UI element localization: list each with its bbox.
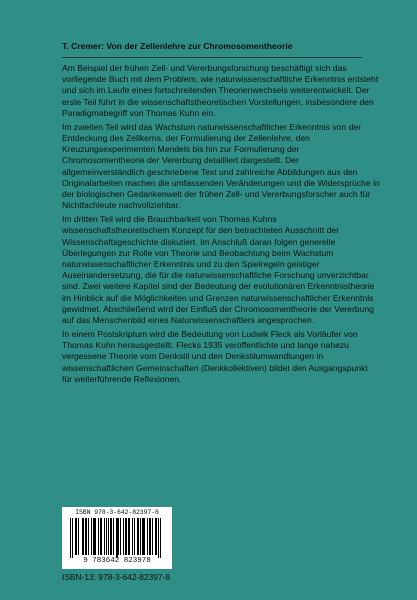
- barcode-digits: 9 783642 823978: [83, 557, 151, 565]
- barcode-bar: [111, 518, 112, 555]
- barcode-bar: [120, 518, 121, 555]
- barcode-bar: [128, 518, 129, 555]
- barcode-bar: [72, 518, 73, 558]
- barcode-bar: [158, 518, 159, 558]
- barcode-bar: [147, 518, 148, 555]
- isbn-13-label: ISBN-13: 978-3-642-82397-8: [62, 572, 171, 582]
- barcode-bar: [150, 518, 151, 555]
- barcode-bar: [116, 518, 117, 558]
- barcode-bar: [108, 518, 109, 555]
- barcode-bar: [138, 518, 139, 555]
- barcode-bar: [110, 518, 111, 555]
- barcode-bar: [144, 518, 145, 555]
- barcode-bar: [82, 518, 83, 555]
- barcode-bar: [123, 518, 124, 555]
- barcode-bar: [134, 518, 135, 555]
- blurb-paragraph-2: Im zweiten Teil wird das Wachstum naturwissenschaftlicher Erkenntnis von der Entdeckung des Zellkerns, der Formulierung der Zellenlehre, den Kreuzungsexperimenten Mendels bis hin zur Formulierung der Chromosomentheorie der Vererbung detailliert dargestellt. Der allgemeinverständlich geschriebene Text und zahlreiche Abbildungen aus den Originalarbeiten machen die umfassenden Veränderungen und die Widersprüche in der biologischen Gedankenwelt der frühen Zell- und Vererbungsforscher auch für Nichtfachleute nachvollziehbar.: [62, 121, 380, 211]
- barcode-bar: [88, 518, 89, 555]
- barcode-bar: [85, 518, 86, 555]
- barcode-bar: [143, 518, 144, 555]
- barcode-bar: [155, 518, 156, 555]
- barcode-bar: [129, 518, 130, 555]
- blurb-paragraph-1: Am Beispiel der frühen Zell- und Vererbungsforschung beschäftigt sich das vorliegende Buch mit dem Problem, wie naturwissenschaftliche Erkenntnis entsteht und sich im Laufe eines fortschreitenden Theorienwechsels weiterentwickelt. Der erste Teil führt in die wissenschaftstheoretischen Vorstellungen, insbesondere den Paradigmabegriff von Thomas Kuhn ein.: [62, 63, 379, 118]
- barcode-bar: [83, 518, 84, 555]
- barcode-bar: [76, 518, 77, 555]
- barcode-bar: [101, 518, 102, 555]
- barcode-bar: [149, 518, 150, 555]
- barcode-bar: [94, 518, 95, 555]
- barcode-bar: [93, 518, 94, 555]
- book-title: T. Cremer: Von der Zellenlehre zur Chromosomentheorie: [62, 41, 293, 51]
- title-divider: [62, 57, 362, 58]
- barcode: [62, 507, 172, 569]
- barcode-bar: [160, 518, 161, 558]
- barcode-bar: [98, 518, 99, 555]
- barcode-bar: [86, 518, 87, 555]
- barcode-bar: [125, 518, 126, 555]
- barcode-bar: [113, 518, 114, 555]
- barcode-bar: [104, 518, 105, 555]
- barcode-bar: [140, 518, 141, 555]
- barcode-bar: [78, 518, 79, 555]
- barcode-isbn-label: ISBN 978-3-642-82397-8: [75, 509, 159, 516]
- barcode-bars: [70, 518, 164, 558]
- barcode-bar: [137, 518, 138, 555]
- blurb-paragraph-4: In einem Postskriptum wird die Bedeutung von Ludwik Fleck als Vorläufer von Thomas Kuhn herausgestellt. Flecks 1935 veröffentlichte und lange nahezu vergessene Theorie vom Denkstil und den Denkstilumwandlungen in wissenschaftlichen Gemeinschaften (Denkkollektiven) bildet den Ausgangspunkt für weiterführende Reflexionen.: [62, 329, 368, 384]
- blurb-paragraph-3: Im dritten Teil wird die Brauchbarkeit von Thomas Kuhns wissenschaftstheoretischem Konzept für den betrachteten Ausschnitt der Wissenschaftsgeschichte diskutiert. Im Anschluß daran folgen generelle Überlegungen zur Rolle von Theorie und Beobachtung beim Wachstum naturwissenschaftlicher Erkenntnis und zu den Spielregeln geistiger Auseinandersetzung, die für die naturwissenschaftliche Forschung unverzichtbar sind. Zwei weitere Kapitel sind der Bedeutung der evolutionären Erkenntnistheorie im Hinblick auf die Möglichkeiten und Grenzen naturwissenschaftlicher Erkenntnis gewidmet. Abschließend wird der Einfluß der Chromosomentheorie der Vererbung auf das Menschenbild eines Naturwissenschaftlers angesprochen.: [62, 214, 375, 326]
- barcode-bar: [142, 518, 143, 555]
- barcode-bar: [75, 518, 76, 555]
- barcode-bar: [118, 518, 119, 555]
- barcode-bar: [156, 518, 157, 555]
- barcode-bar: [106, 518, 107, 555]
- barcode-bar: [100, 518, 101, 555]
- barcode-bar: [126, 518, 127, 555]
- barcode-bar: [91, 518, 92, 555]
- blurb-text: [62, 63, 380, 388]
- barcode-bar: [70, 518, 71, 558]
- barcode-bar: [132, 518, 133, 555]
- barcode-bar: [95, 518, 96, 555]
- barcode-bar: [152, 518, 153, 555]
- barcode-bar: [117, 518, 118, 558]
